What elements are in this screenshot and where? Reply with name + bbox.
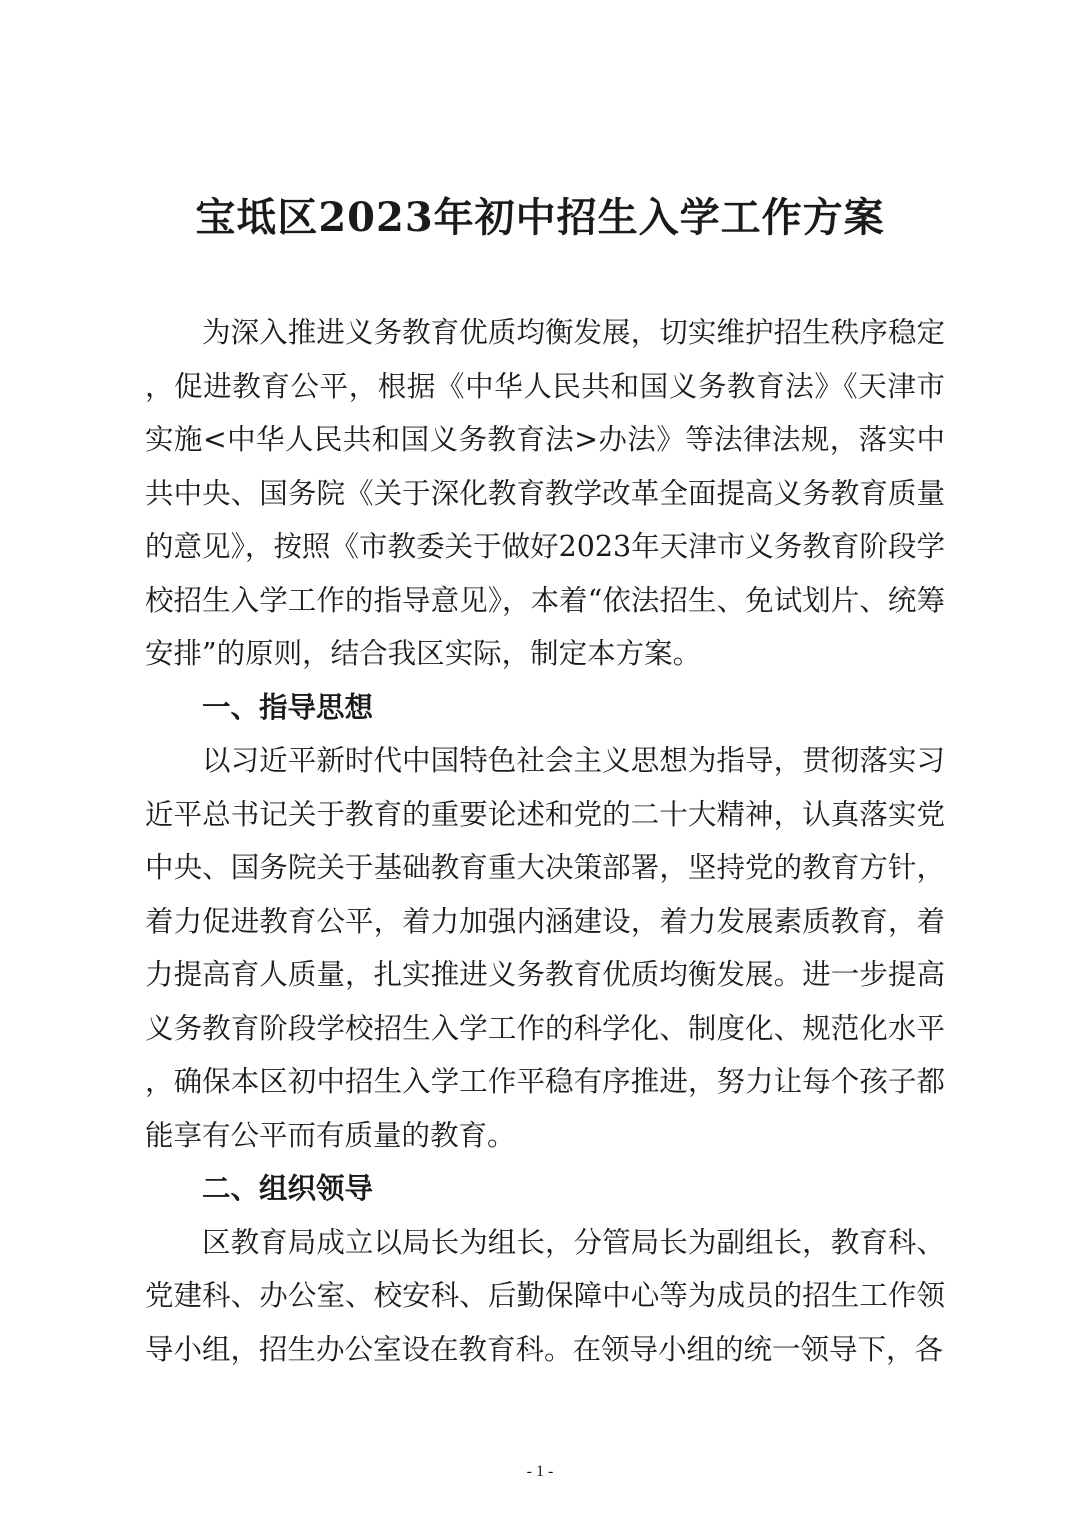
section-body-organization-leadership: 区教育局成立以局长为组长，分管局长为副组长，教育科、党建科、办公室、校安科、后勤保障中心等为成员的招生工作领导小组，招生办公室设在教育科。在领导小组的统一领导下，各 <box>145 1225 945 1366</box>
page-number: - 1 - <box>526 1463 554 1480</box>
document-title: 宝坻区2023年初中招生入学工作方案 <box>195 194 885 241</box>
intro-paragraph: 为深入推进义务教育优质均衡发展，切实维护招生秩序稳定，促进教育公平，根据《中华人民共和国义务教育法》《天津市实施<中华人民共和国义务教育法>办法》等法律法规，落实中共中央、国务院《关于深化教育教学改革全面提高义务教育质量的意见》，按照《市教委关于做好2023年天津市义务教育阶段学校招生入学工作的指导意见》，本着“依法招生、免试划片、统筹安排”的原则，结合我区实际，制定本方案。 <box>145 316 945 670</box>
section-heading-organization-leadership: 二、组织领导 <box>202 1172 374 1205</box>
document-body <box>145 306 945 1376</box>
section-body-guiding-ideology: 以习近平新时代中国特色社会主义思想为指导，贯彻落实习近平总书记关于教育的重要论述和党的二十大精神，认真落实党中央、国务院关于基础教育重大决策部署，坚持党的教育方针，着力促进教育公平，着力加强内涵建设，着力发展素质教育，着力提高育人质量，扎实推进义务教育优质均衡发展。进一步提高义务教育阶段学校招生入学工作的科学化、制度化、规范化水平，确保本区初中招生入学工作平稳有序推进，努力让每个孩子都能享有公平而有质量的教育。 <box>145 744 945 1152</box>
section-heading-guiding-ideology: 一、指导思想 <box>202 690 374 724</box>
